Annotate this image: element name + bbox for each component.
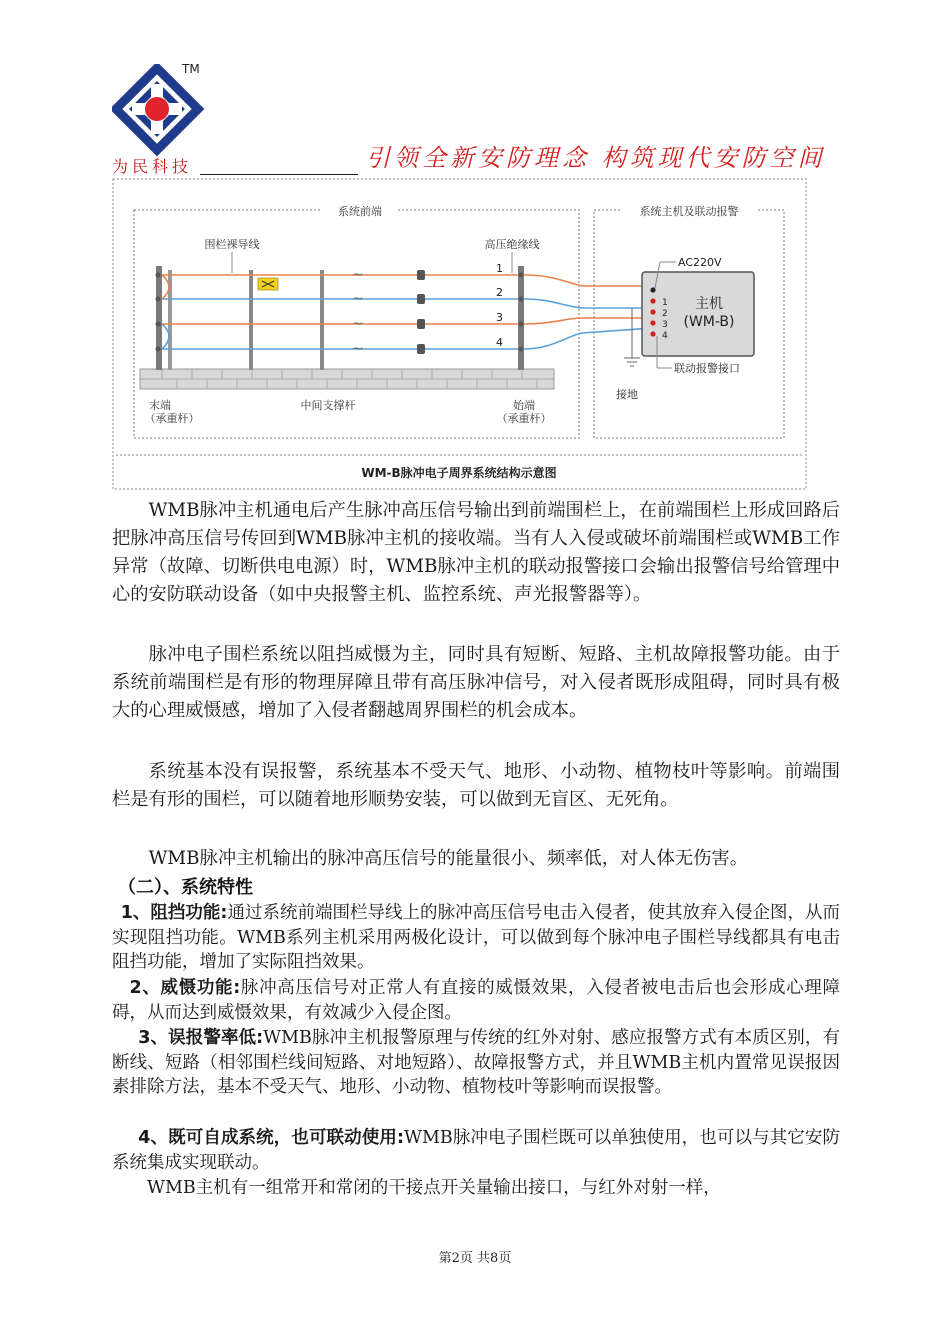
alarm-port-label: 联动报警接口 xyxy=(674,362,740,375)
end-post xyxy=(156,266,162,370)
host-model: (WM-B) xyxy=(683,314,735,330)
bare-wire-label: 围栏裸导线 xyxy=(204,238,260,251)
trademark-mark: TM xyxy=(182,62,200,76)
break-mark: ~ xyxy=(352,341,364,357)
wire-number: 1 xyxy=(496,262,503,275)
hv-wire-label: 高压绝缘线 xyxy=(484,238,540,251)
feature-item xyxy=(112,1126,840,1175)
feature-label: 2、威慑功能: xyxy=(129,978,241,998)
feature-text: WMB脉冲主机报警原理与传统的红外对射、感应报警方式有本质区别，有断线、短路（相邻围栏线间短路、对地短路）、故障报警方式，并且WMB主机内置常见误报因素排除方法，基本不受天气、地形、小动物、植物枝叶等影响而误报警。 xyxy=(112,1028,840,1097)
fence-system-diagram xyxy=(112,178,807,490)
mid-post-label: 中间支撑杆 xyxy=(300,399,356,412)
ground-wall xyxy=(140,369,554,389)
feature-text: 脉冲高压信号对正常人有直接的威慑效果，入侵者被电击后也会形成心理障碍，从而达到威慑效果，有效减少入侵企图。 xyxy=(112,978,840,1023)
page-number: 第2页 共8页 xyxy=(438,1251,512,1266)
paragraph xyxy=(112,845,840,873)
warning-sign-icon xyxy=(258,278,278,290)
diagram-caption: WM-B脉冲电子周界系统结构示意图 xyxy=(361,466,557,480)
paragraph-text: WMB脉冲主机输出的脉冲高压信号的能量很小、频率低，对人体无伤害。 xyxy=(148,848,748,869)
paragraph-text: WMB主机有一组常开和常闭的干接点开关量输出接口，与红外对射一样， xyxy=(147,1178,721,1198)
mid-post xyxy=(320,270,324,370)
host-section-label: 系统主机及联动报警 xyxy=(639,205,739,218)
port-number: 3 xyxy=(662,320,668,330)
wire-number: 3 xyxy=(496,311,503,324)
port-number: 1 xyxy=(662,298,668,308)
paragraph-text: WMB脉冲主机通电后产生脉冲高压信号输出到前端围栏上，在前端围栏上形成回路后把脉冲高压信号传回到WMB脉冲主机的接收端。当有人入侵或破坏前端围栏或WMB工作异常（故障、切断供电电源）时，WMB脉冲主机的联动报警接口会输出报警信号给管理中心的安防联动设备（如中央报警主机、监控系统、声光报警器等）。 xyxy=(112,500,840,605)
start-post-sublabel: （承重杆） xyxy=(496,412,552,425)
feature-item xyxy=(112,901,840,975)
header-slogan: 引领全新安防理念 构筑现代安防空间 xyxy=(366,144,826,172)
break-mark: ~ xyxy=(352,267,364,283)
feature-label: 3、误报警率低: xyxy=(138,1028,264,1048)
paragraph xyxy=(112,758,840,814)
start-post xyxy=(518,266,524,370)
feature-label: 1、阻挡功能: xyxy=(120,903,228,923)
host-name: 主机 xyxy=(695,296,723,312)
start-post-label: 始端 xyxy=(513,399,535,412)
feature-label: 4、既可自成系统，也可联动使用: xyxy=(138,1128,404,1148)
section-heading: （二）、系统特性 xyxy=(118,877,253,898)
wire-number: 4 xyxy=(496,336,503,349)
end-post-label: 末端 xyxy=(149,399,171,412)
feature-text: 通过系统前端围栏导线上的脉冲高压信号电击入侵者，使其放弃入侵企图，从而实现阻挡功能。WMB系列主机采用两极化设计，可以做到每个脉冲电子围栏导线都具有电击阻挡功能，增加了实际阻挡效果。 xyxy=(112,903,840,972)
wire-number: 2 xyxy=(496,286,503,299)
mid-post xyxy=(249,270,253,370)
header-rule xyxy=(200,174,358,175)
end-post-sublabel: （承重杆） xyxy=(144,412,200,425)
paragraph xyxy=(112,641,840,725)
ground-label: 接地 xyxy=(616,388,638,401)
front-section-label: 系统前端 xyxy=(338,205,382,218)
break-mark: ~ xyxy=(352,316,364,332)
paragraph xyxy=(112,497,840,609)
feature-item xyxy=(112,976,840,1025)
paragraph-text: 系统基本没有误报警，系统基本不受天气、地形、小动物、植物枝叶等影响。前端围栏是有形的围栏，可以随着地形顺势安装，可以做到无盲区、无死角。 xyxy=(112,761,840,810)
company-name: 为民科技 xyxy=(112,157,193,176)
feature-text: WMB脉冲电子围栏既可以单独使用，也可以与其它安防系统集成实现联动。 xyxy=(112,1128,840,1173)
port-number: 2 xyxy=(662,309,668,319)
feature-item xyxy=(112,1026,840,1100)
ac-label: AC220V xyxy=(678,256,722,269)
break-mark: ~ xyxy=(352,291,364,307)
port-number: 4 xyxy=(662,331,668,341)
logo-diamond-icon xyxy=(116,68,198,150)
paragraph-text: 脉冲电子围栏系统以阻挡威慑为主，同时具有短断、短路、主机故障报警功能。由于系统前端围栏是有形的物理屏障且带有高压脉冲信号，对入侵者既形成阻碍，同时具有极大的心理威慑感，增加了入侵者翻越周界围栏的机会成本。 xyxy=(112,644,840,721)
